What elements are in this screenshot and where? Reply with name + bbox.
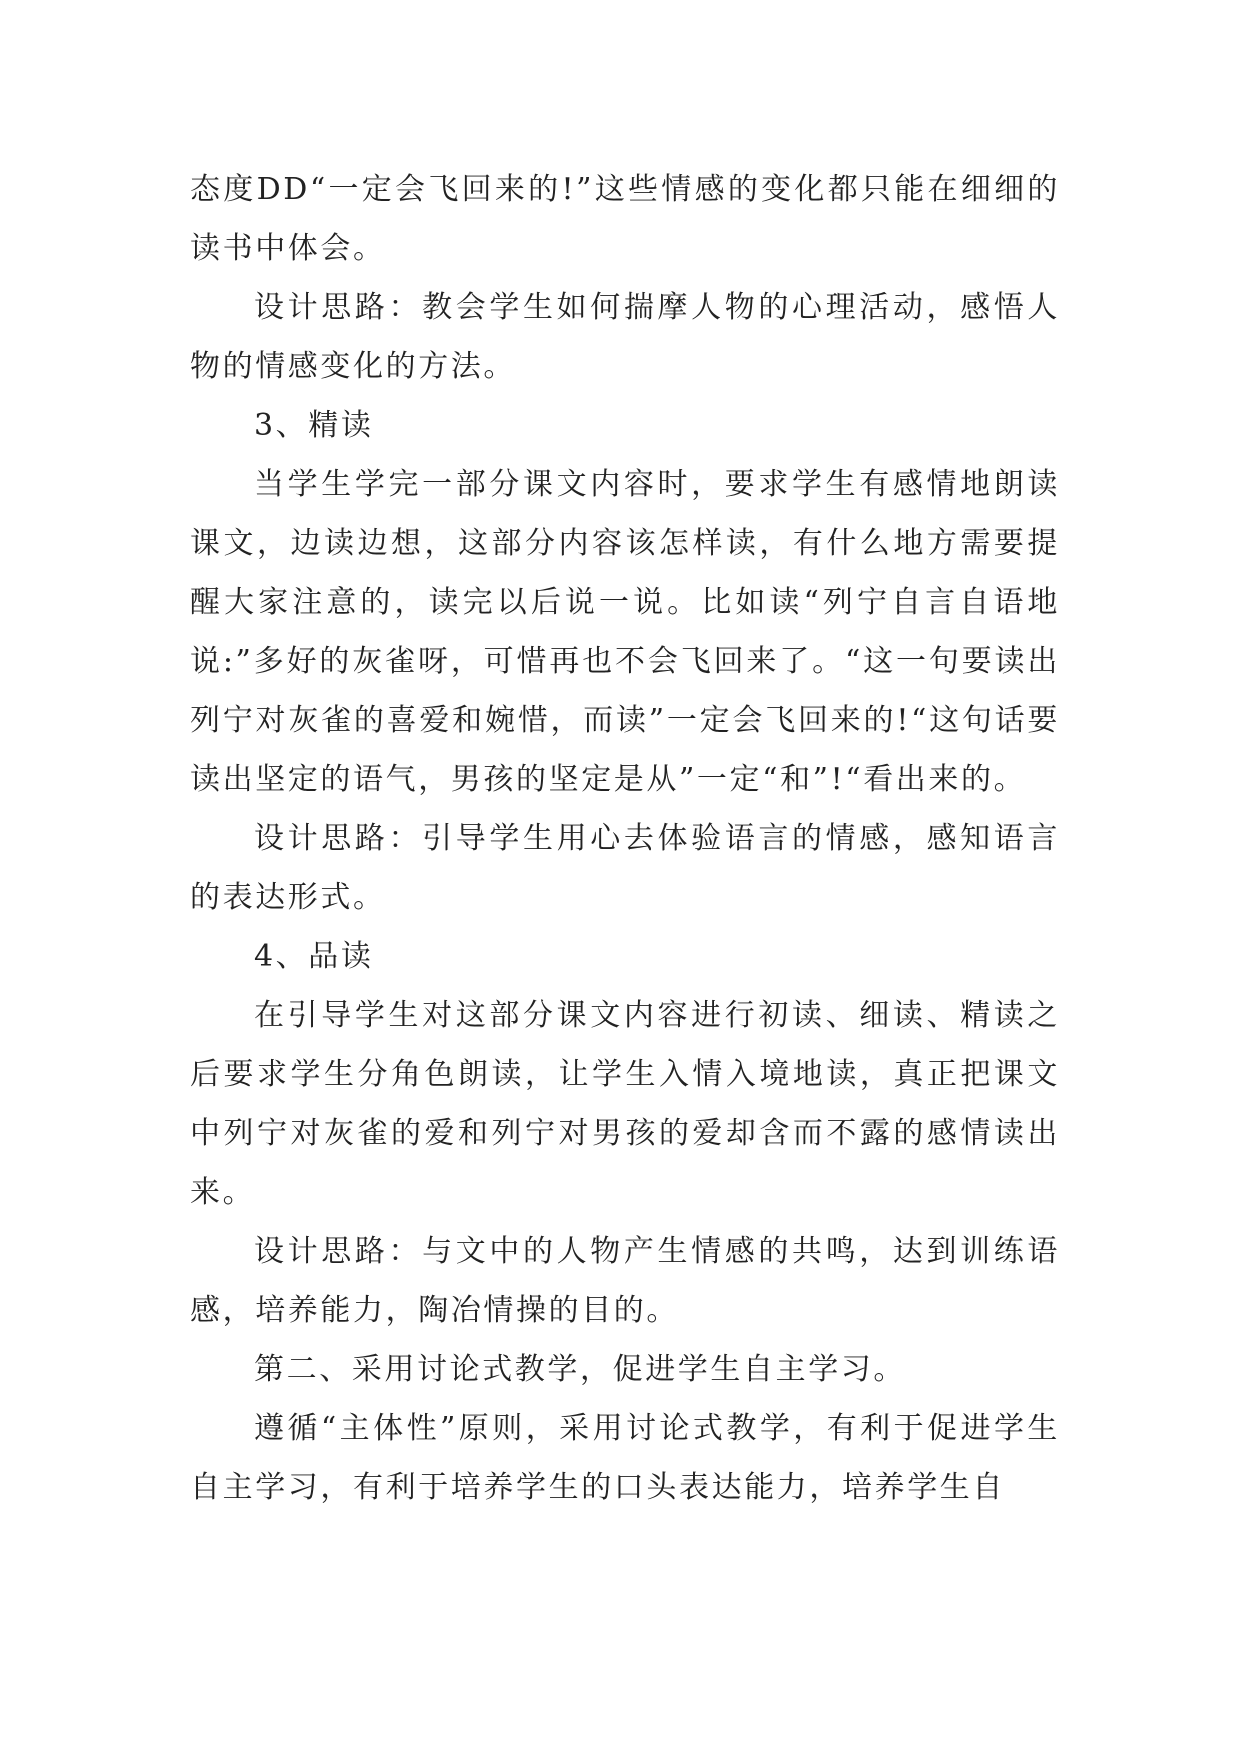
paragraph-7: 在引导学生对这部分课文内容进行初读、细读、精读之后要求学生分角色朗读，让学生入情入境地读，真正把课文中列宁对灰雀的爱和列宁对男孩的爱却含而不露的感情读出来。 (190, 998, 1060, 1210)
paragraph-9: 第二、采用讨论式教学，促进学生自主学习。 (254, 1352, 906, 1387)
section-heading-3: 3、精读 (254, 408, 374, 443)
paragraph-8: 设计思路：与文中的人物产生情感的共鸣，达到训练语感，培养能力，陶冶情操的目的。 (190, 1234, 1060, 1328)
paragraph-10: 遵循“主体性”原则，采用讨论式教学，有利于促进学生自主学习，有利于培养学生的口头表达能力，培养学生自 (190, 1411, 1060, 1505)
section-heading-4: 4、品读 (254, 939, 374, 974)
paragraph-4: 当学生学完一部分课文内容时，要求学生有感情地朗读课文，边读边想，这部分内容该怎样读，有什么地方需要提醒大家注意的，读完以后说一说。比如读“列宁自言自语地说:”多好的灰雀呀，可惜再也不会飞回来了。“这一句要读出列宁对灰雀的喜爱和婉惜，而读”一定会飞回来的!“这句话要读出坚定的语气，男孩的坚定是从”一定“和”!“看出来的。 (190, 467, 1060, 797)
paragraph-2: 设计思路：教会学生如何揣摩人物的心理活动，感悟人物的情感变化的方法。 (190, 290, 1060, 384)
paragraph-5: 设计思路：引导学生用心去体验语言的情感，感知语言的表达形式。 (190, 821, 1060, 915)
document-body (190, 160, 1060, 1517)
paragraph-1: 态度DD“一定会飞回来的!”这些情感的变化都只能在细细的读书中体会。 (190, 172, 1060, 266)
